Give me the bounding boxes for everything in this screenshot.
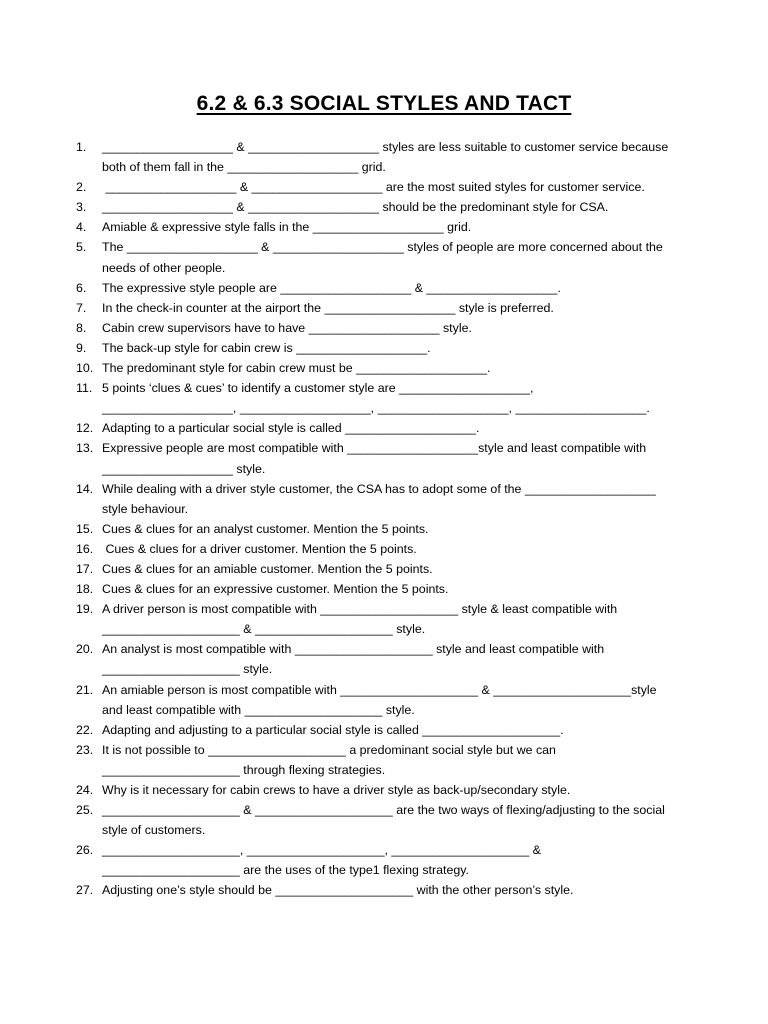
question-item — [76, 639, 686, 679]
question-number: 14. — [76, 481, 94, 496]
question-text: ____________________ & ____________________ are the two ways of flexing/adjusting to the social style of customers. — [102, 803, 665, 838]
question-number: 11. — [76, 381, 93, 396]
question-text: An analyst is most compatible with ____________________ style and least compatible with ____________________ style. — [102, 642, 605, 677]
question-item — [76, 579, 686, 599]
question-number: 1. — [76, 140, 87, 154]
question-text: Cabin crew supervisors have to have ___________________ style. — [102, 320, 472, 335]
question-text: An amiable person is most compatible with ____________________ & ____________________style and least compatible with ____________________ style. — [102, 682, 657, 717]
question-item — [76, 217, 686, 237]
question-number: 9. — [76, 340, 87, 355]
question-text: ___________________ & ___________________ should be the predominant style for CSA. — [102, 200, 609, 215]
question-number: 22. — [76, 722, 94, 737]
question-text: Adjusting one’s style should be ____________________ with the other person’s style. — [102, 883, 574, 898]
question-number: 17. — [76, 561, 94, 576]
question-text: The predominant style for cabin crew must be ___________________. — [102, 361, 491, 376]
question-item — [76, 740, 686, 780]
question-number: 4. — [76, 220, 87, 235]
question-list — [76, 137, 686, 901]
question-text: ____________________, ____________________, ____________________ & ____________________ are the uses of the type1 flexing strategy. — [102, 843, 541, 878]
question-item — [76, 880, 686, 900]
question-item — [76, 599, 686, 639]
question-text: The expressive style people are ___________________ & ___________________. — [102, 280, 561, 295]
question-number: 26. — [76, 843, 94, 858]
page-title: 6.2 & 6.3 SOCIAL STYLES AND TACT — [196, 92, 572, 115]
question-text: In the check-in counter at the airport the ___________________ style is preferred. — [102, 300, 554, 315]
question-item — [76, 539, 686, 559]
question-number: 25. — [76, 803, 94, 818]
question-item — [76, 720, 686, 740]
question-text: Adapting and adjusting to a particular social style is called ____________________. — [102, 722, 564, 737]
question-item — [76, 278, 686, 298]
question-text: Cues & clues for an amiable customer. Mention the 5 points. — [102, 561, 433, 576]
question-item — [76, 800, 686, 840]
question-number: 8. — [76, 320, 87, 335]
question-item — [76, 137, 686, 177]
question-item — [76, 298, 686, 318]
question-number: 21. — [76, 682, 94, 697]
question-number: 16. — [76, 541, 94, 556]
question-item — [76, 318, 686, 338]
question-text: ___________________ & ___________________ styles are less suitable to customer service because both of them fall in the ___________________ grid. — [102, 140, 669, 175]
question-item — [76, 559, 686, 579]
question-number: 12. — [76, 421, 94, 436]
question-number: 6. — [76, 280, 87, 295]
question-number: 13. — [76, 441, 94, 456]
question-number: 2. — [76, 180, 87, 195]
question-text: Cues & clues for an expressive customer. Mention the 5 points. — [102, 582, 449, 597]
question-text: A driver person is most compatible with ____________________ style & least compatible with ____________________ & ____________________ style. — [102, 602, 618, 637]
question-text: Expressive people are most compatible with ___________________style and least compatible with ___________________ style. — [102, 441, 647, 476]
question-number: 15. — [76, 521, 94, 536]
question-number: 18. — [76, 582, 94, 597]
question-item — [76, 177, 686, 197]
question-number: 27. — [76, 883, 94, 898]
question-text: Cues & clues for an analyst customer. Mention the 5 points. — [102, 521, 429, 536]
question-number: 20. — [76, 642, 94, 657]
question-number: 10. — [76, 361, 94, 376]
question-number: 3. — [76, 200, 87, 215]
question-text: 5 points ‘clues & cues’ to identify a customer style are ___________________, ___________________, ___________________, ___________________, ___________________. — [102, 381, 650, 416]
question-number: 24. — [76, 783, 94, 797]
question-number: 5. — [76, 240, 87, 255]
question-item — [76, 197, 686, 217]
question-text: It is not possible to ____________________ a predominant social style but we can ____________________ through flexing strategies. — [102, 742, 556, 777]
question-item — [76, 378, 686, 418]
question-text: The back-up style for cabin crew is ___________________. — [102, 340, 431, 355]
question-item — [76, 358, 686, 378]
question-text: The ___________________ & ___________________ styles of people are more concerned about the needs of other people. — [102, 240, 663, 275]
question-item — [76, 338, 686, 358]
question-number: 19. — [76, 602, 94, 617]
question-number: 23. — [76, 742, 94, 757]
question-item — [76, 780, 686, 800]
question-text: Cues & clues for a driver customer. Mention the 5 points. — [102, 541, 417, 556]
question-text: Why is it necessary for cabin crews to have a driver style as back-up/secondary style. — [102, 783, 571, 797]
question-item — [76, 438, 686, 478]
question-number: 7. — [76, 300, 87, 315]
question-item — [76, 418, 686, 438]
question-text: ___________________ & ___________________ are the most suited styles for customer service. — [102, 180, 645, 195]
question-item — [76, 479, 686, 519]
question-item — [76, 237, 686, 277]
question-text: While dealing with a driver style customer, the CSA has to adopt some of the ___________________ style behaviour. — [102, 481, 656, 516]
question-item — [76, 840, 686, 880]
question-item — [76, 680, 686, 720]
question-text: Adapting to a particular social style is called ___________________. — [102, 421, 480, 436]
question-text: Amiable & expressive style falls in the ___________________ grid. — [102, 220, 472, 235]
question-item — [76, 519, 686, 539]
